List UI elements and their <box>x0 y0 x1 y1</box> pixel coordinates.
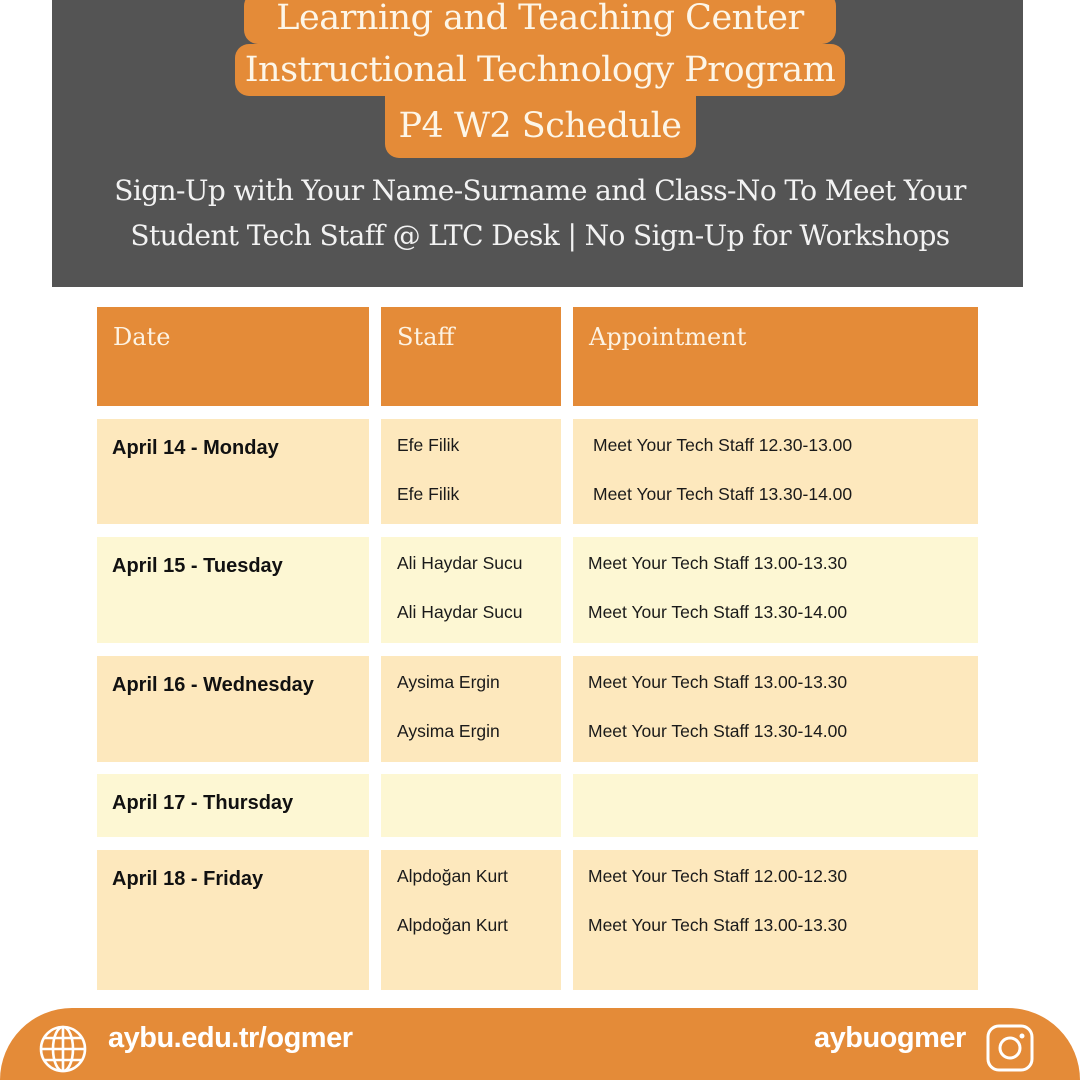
appointment-slot: Meet Your Tech Staff 13.00-13.30 <box>588 553 848 573</box>
staff-name: Alpdoğan Kurt <box>397 915 508 935</box>
table-row-staff <box>381 656 561 762</box>
column-header-staff: Staff <box>381 307 561 406</box>
subtitle-line-1: Sign-Up with Your Name-Surname and Class-No To Meet Your <box>114 174 966 207</box>
title-line-1: Learning and Teaching Center <box>244 0 835 44</box>
appointment-slot: Meet Your Tech Staff 13.00-13.30 <box>588 672 848 692</box>
table-row-date: April 15 - Tuesday <box>97 537 369 643</box>
appointment-slot: Meet Your Tech Staff 13.00-13.30 <box>588 915 848 935</box>
staff-name: Ali Haydar Sucu <box>397 602 523 622</box>
appointment-slot: Meet Your Tech Staff 13.30-14.00 <box>588 602 848 622</box>
title-line-3: P4 W2 Schedule <box>385 96 696 158</box>
staff-name: Aysima Ergin <box>397 672 500 692</box>
staff-name: Aysima Ergin <box>397 721 500 741</box>
table-row-appointment <box>573 537 978 643</box>
globe-icon <box>38 1024 88 1074</box>
staff-name: Efe Filik <box>397 484 460 504</box>
table-row-date: April 18 - Friday <box>97 850 369 990</box>
title-line-2: Instructional Technology Program <box>235 44 846 96</box>
column-header-date: Date <box>97 307 369 406</box>
table-row-staff <box>381 774 561 837</box>
appointment-slot: Meet Your Tech Staff 13.30-14.00 <box>593 484 853 504</box>
title-block <box>0 0 1080 158</box>
table-row-staff <box>381 537 561 643</box>
website-link[interactable]: aybu.edu.tr/ogmer <box>108 1022 353 1054</box>
staff-name: Efe Filik <box>397 435 460 455</box>
table-row-appointment <box>573 656 978 762</box>
table-row-appointment <box>573 850 978 990</box>
table-row-staff <box>381 419 561 524</box>
subtitle <box>0 168 1080 258</box>
staff-name: Ali Haydar Sucu <box>397 553 523 573</box>
instagram-handle[interactable]: aybuogmer <box>814 1022 966 1054</box>
column-header-appointment: Appointment <box>573 307 978 406</box>
table-row-appointment <box>573 419 978 524</box>
appointment-slot: Meet Your Tech Staff 13.30-14.00 <box>588 721 848 741</box>
appointment-slot: Meet Your Tech Staff 12.30-13.00 <box>593 435 853 455</box>
table-row-appointment <box>573 774 978 837</box>
table-row-staff <box>381 850 561 990</box>
instagram-icon[interactable] <box>985 1023 1035 1073</box>
table-row-date: April 17 - Thursday <box>97 774 369 837</box>
subtitle-line-2: Student Tech Staff @ LTC Desk | No Sign-Up for Workshops <box>130 219 950 252</box>
table-row-date: April 16 - Wednesday <box>97 656 369 762</box>
appointment-slot: Meet Your Tech Staff 12.00-12.30 <box>588 866 848 886</box>
table-row-date: April 14 - Monday <box>97 419 369 524</box>
staff-name: Alpdoğan Kurt <box>397 866 508 886</box>
